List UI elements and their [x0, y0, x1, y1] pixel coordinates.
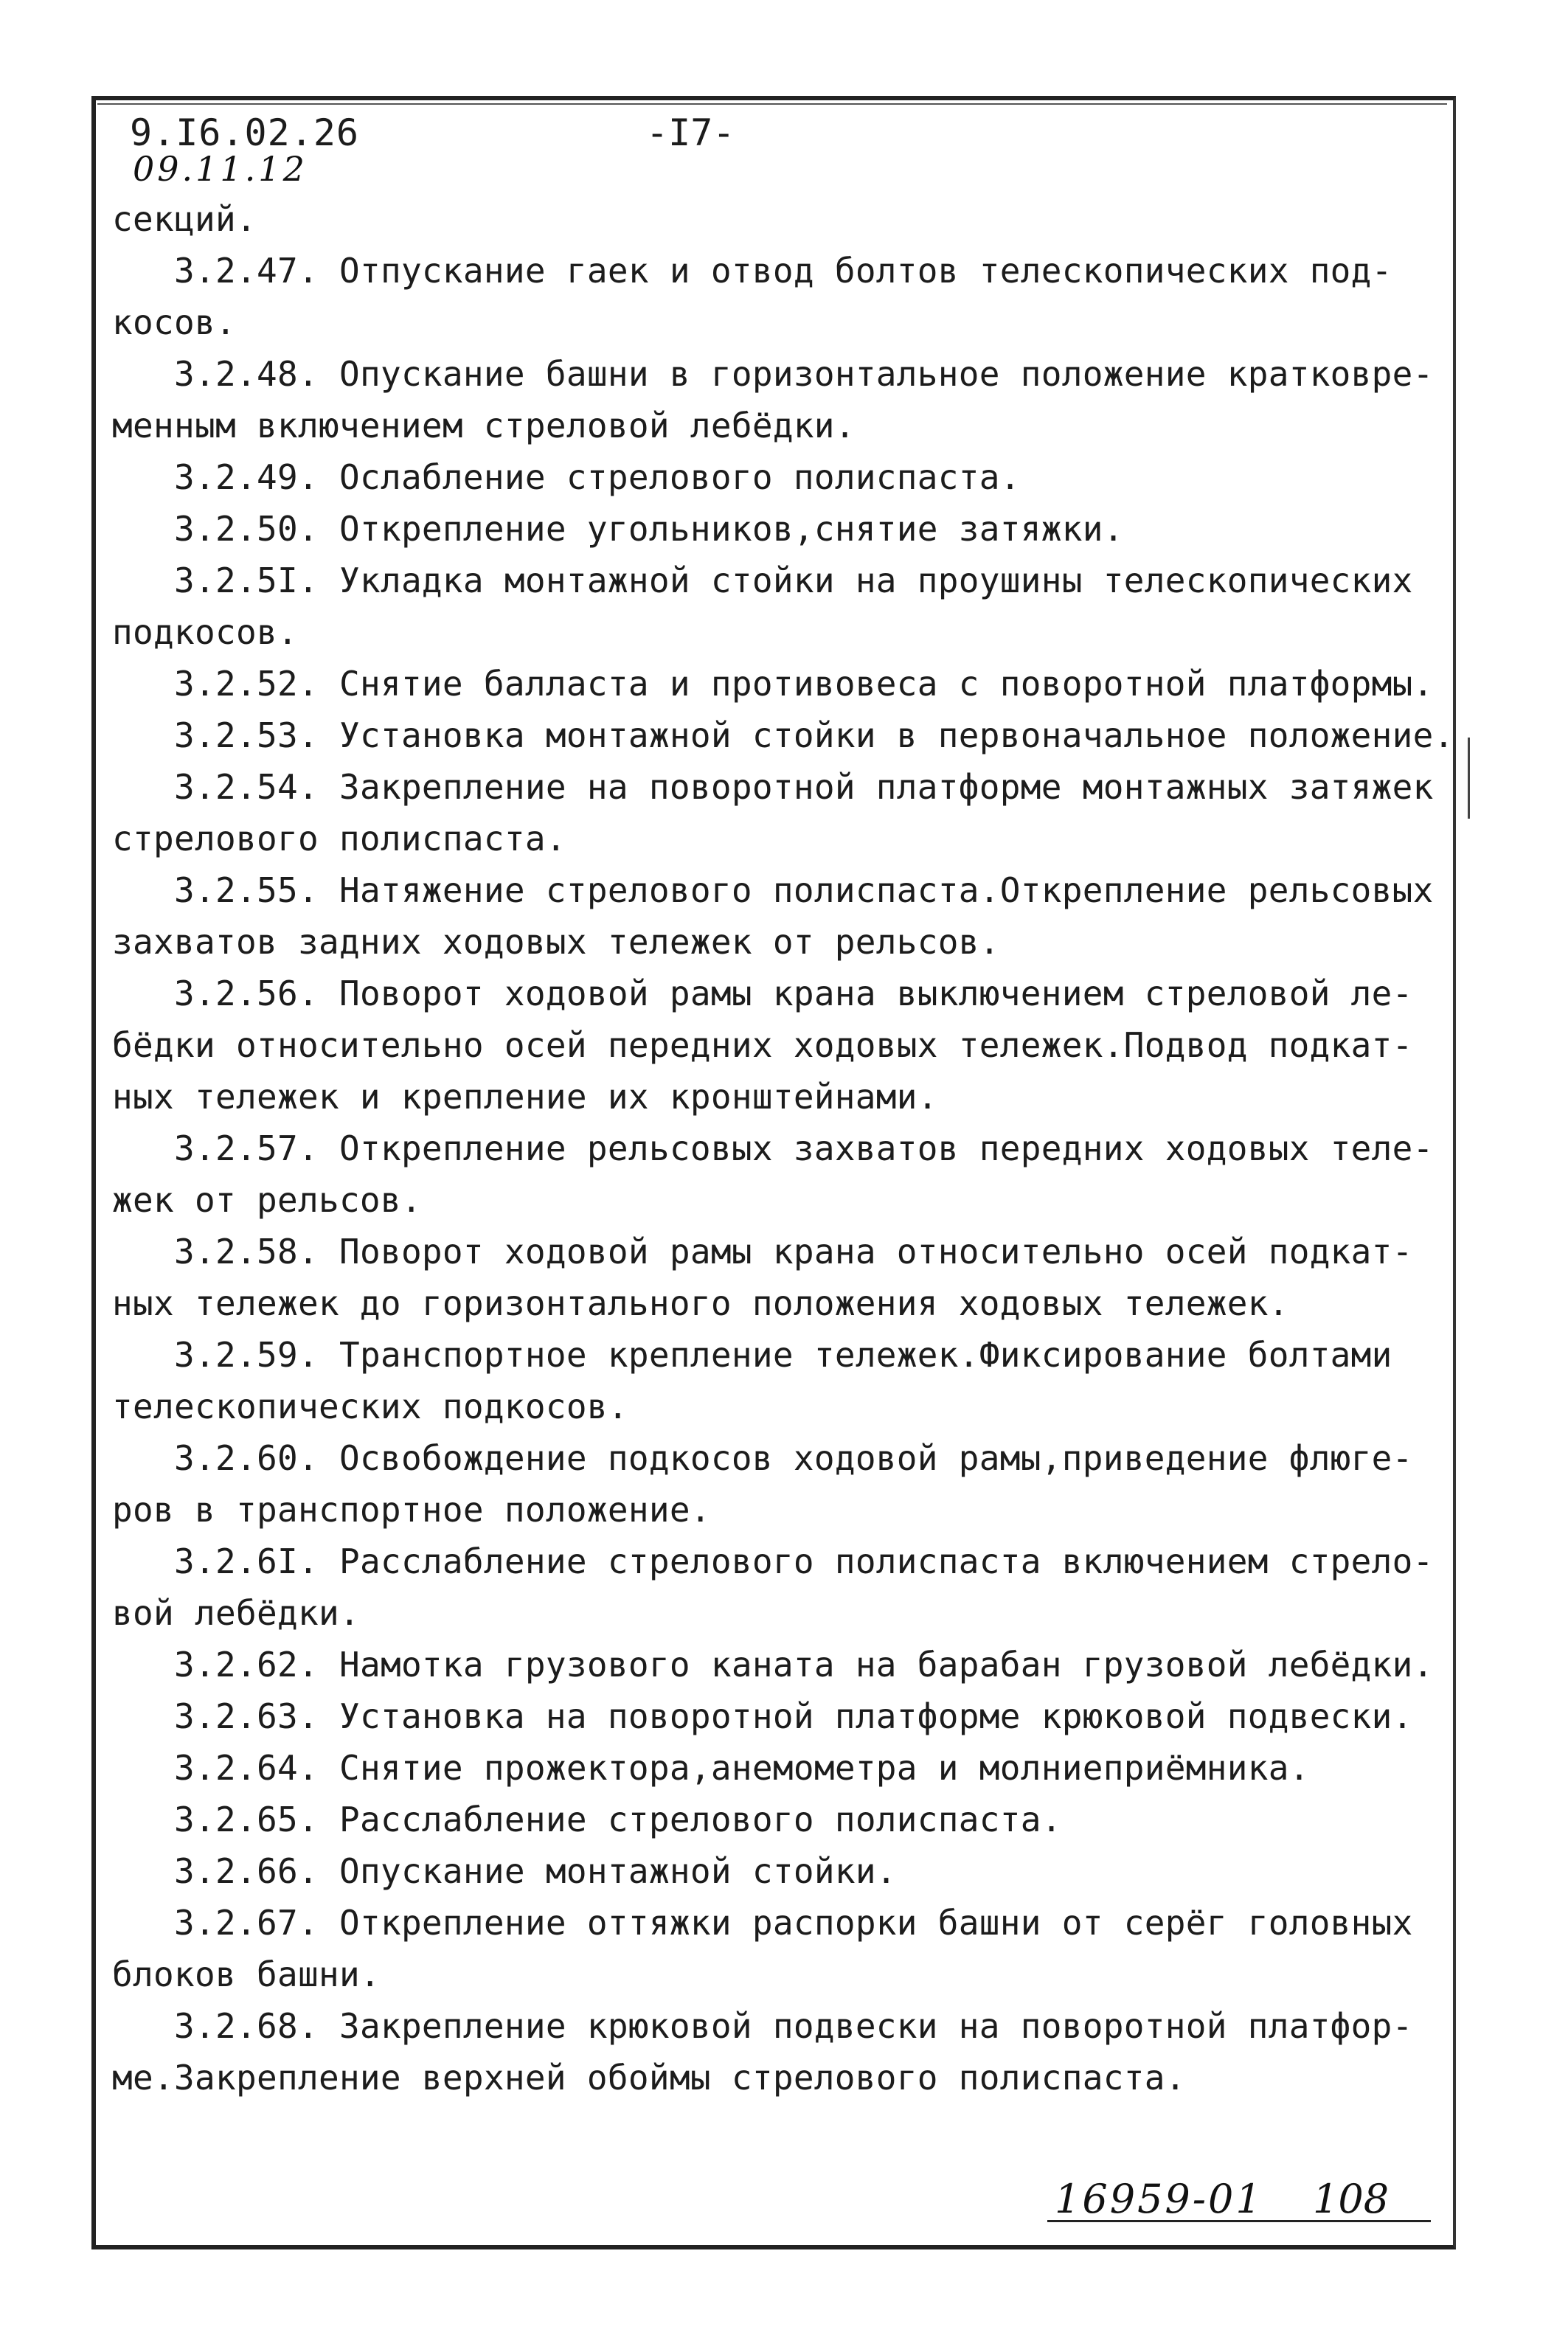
text-line: ных тележек и крепление их кронштейнами.: [112, 1077, 938, 1117]
text-line: 3.2.53. Установка монтажной стойки в первоначальное положение.: [174, 715, 1454, 755]
text-line: 3.2.64. Снятие прожектора,анемометра и молниеприёмника.: [174, 1748, 1310, 1788]
text-line: захватов задних ходовых тележек от рельсов.: [112, 922, 1000, 962]
text-line: 3.2.58. Поворот ходовой рамы крана относительно осей подкат-: [174, 1232, 1413, 1272]
text-line: подкосов.: [112, 612, 298, 652]
text-line: 3.2.47. Отпускание гаек и отвод болтов телескопических под-: [174, 251, 1392, 291]
text-line: 3.2.5I. Укладка монтажной стойки на проушины телескопических: [174, 561, 1413, 600]
text-line: телескопических подкосов.: [112, 1387, 628, 1426]
text-line: ров в транспортное положение.: [112, 1490, 711, 1530]
document-code: 9.I6.02.26: [130, 111, 360, 154]
text-line: менным включением стреловой лебёдки.: [112, 406, 856, 445]
text-line: 3.2.6I. Расслабление стрелового полиспаста включением стрело-: [174, 1541, 1434, 1581]
text-line: 3.2.54. Закрепление на поворотной платформе монтажных затяжек: [174, 767, 1434, 807]
document-body: [112, 193, 1454, 2103]
text-line: секций.: [112, 199, 257, 239]
text-line: бёдки относительно осей передних ходовых тележек.Подвод подкат-: [112, 1025, 1413, 1065]
text-line: 3.2.66. Опускание монтажной стойки.: [174, 1851, 897, 1891]
page-header: [130, 111, 1450, 192]
handwritten-sheet-number: 108: [1313, 2176, 1390, 2222]
text-line: 3.2.65. Расслабление стрелового полиспаста.: [174, 1800, 1062, 1839]
text-line: 3.2.57. Открепление рельсовых захватов передних ходовых теле-: [174, 1128, 1434, 1168]
text-line: 3.2.60. Освобождение подкосов ходовой рамы,приведение флюге-: [174, 1438, 1413, 1478]
text-line: 3.2.55. Натяжение стрелового полиспаста.Открепление рельсовых: [174, 870, 1434, 910]
footer-underline: [1047, 2220, 1431, 2222]
text-line: 3.2.59. Транспортное крепление тележек.Фиксирование болтами: [174, 1335, 1392, 1375]
text-line: вой лебёдки.: [112, 1593, 360, 1633]
text-line: 3.2.62. Намотка грузового каната на барабан грузовой лебёдки.: [174, 1645, 1434, 1685]
text-line: 3.2.49. Ослабление стрелового полиспаста.: [174, 457, 1021, 497]
handwritten-signature-number: 16959-01: [1055, 2176, 1263, 2222]
text-line: 3.2.50. Открепление угольников,снятие затяжки.: [174, 509, 1124, 549]
text-line: ных тележек до горизонтального положения ходовых тележек.: [112, 1283, 1289, 1323]
page-number: -I7-: [646, 111, 735, 154]
frame-top-rule: [97, 103, 1447, 105]
text-line: 3.2.56. Поворот ходовой рамы крана выключением стреловой ле-: [174, 974, 1413, 1013]
text-line: косов.: [112, 302, 236, 342]
text-line: 3.2.52. Снятие балласта и противовеса с поворотной платформы.: [174, 664, 1434, 704]
text-line: 3.2.48. Опускание башни в горизонтальное положение кратковре-: [174, 354, 1434, 394]
text-line: 3.2.68. Закрепление крюковой подвески на поворотной платфор-: [174, 2006, 1413, 2046]
handwritten-date: 09.11.12: [133, 149, 308, 189]
text-line: 3.2.67. Открепление оттяжки распорки башни от серёг головных: [174, 1903, 1413, 1943]
text-line: жек от рельсов.: [112, 1180, 422, 1220]
text-line: стрелового полиспаста.: [112, 819, 566, 858]
text-line: блоков башни.: [112, 1954, 381, 1994]
text-line: ме.Закрепление верхней обоймы стрелового полиспаста.: [112, 2058, 1186, 2098]
margin-mark: [1468, 738, 1470, 819]
text-line: 3.2.63. Установка на поворотной платформе крюковой подвески.: [174, 1696, 1413, 1736]
